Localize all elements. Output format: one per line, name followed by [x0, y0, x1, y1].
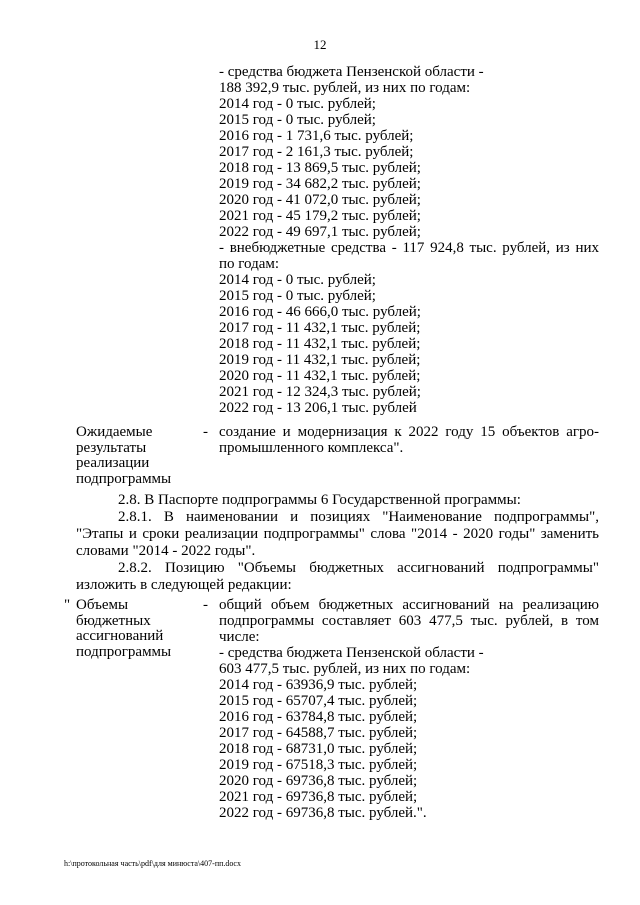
year-line: 2017 год - 2 161,3 тыс. рублей; — [219, 144, 414, 160]
regional-budget-intro: - средства бюджета Пензенской области - — [219, 64, 484, 80]
year-line: 2020 год - 69736,8 тыс. рублей; — [219, 773, 418, 789]
year-line: 2014 год - 0 тыс. рублей; — [219, 272, 376, 288]
paragraph-2-8-1-line1: 2.8.1. В наименовании и позициях "Наименование подпрограммы", — [118, 509, 599, 525]
paragraph-2-8-2-line1: 2.8.2. Позицию "Объемы бюджетных ассигнований подпрограммы" — [118, 560, 599, 576]
regional-budget-total: 188 392,9 тыс. рублей, из них по годам: — [219, 80, 471, 96]
year-line: 2021 год - 12 324,3 тыс. рублей; — [219, 384, 421, 400]
body-paragraphs — [76, 492, 599, 594]
file-path-footer: h:\протокольная часть\pdf\для минюста\407-пп.docx — [64, 859, 241, 868]
paragraph-2-8-1-line3: словами "2014 - 2022 годы". — [76, 543, 256, 559]
year-line: 2014 год - 63936,9 тыс. рублей; — [219, 677, 418, 693]
extra-budget-intro: - внебюджетные средства - 117 924,8 тыс. рублей, из них по годам: — [219, 240, 599, 272]
year-line: 2016 год - 63784,8 тыс. рублей; — [219, 709, 418, 725]
paragraph-2-8: 2.8. В Паспорте подпрограммы 6 Государственной программы: — [118, 492, 521, 508]
year-line: 2017 год - 11 432,1 тыс. рублей; — [219, 320, 421, 336]
year-line: 2020 год - 41 072,0 тыс. рублей; — [219, 192, 421, 208]
funding-by-year-block — [219, 64, 599, 416]
year-line: 2014 год - 0 тыс. рублей; — [219, 96, 376, 112]
year-line: 2021 год - 69736,8 тыс. рублей; — [219, 789, 418, 805]
year-line: 2018 год - 68731,0 тыс. рублей; — [219, 741, 418, 757]
year-line: 2021 год - 45 179,2 тыс. рублей; — [219, 208, 421, 224]
results-dash: - — [203, 424, 208, 440]
funding-volumes-label: Объемы бюджетных ассигнований подпрограммы — [76, 597, 172, 660]
year-line: 2017 год - 64588,7 тыс. рублей; — [219, 725, 418, 741]
year-line: 2019 год - 34 682,2 тыс. рублей; — [219, 176, 421, 192]
year-line: 2022 год - 49 697,1 тыс. рублей; — [219, 224, 421, 240]
year-line: 2022 год - 69736,8 тыс. рублей.". — [219, 805, 427, 821]
expected-results-label: Ожидаемые результаты реализации подпрограммы — [76, 424, 172, 487]
year-line: 2015 год - 0 тыс. рублей; — [219, 112, 376, 128]
year-line: 2015 год - 0 тыс. рублей; — [219, 288, 376, 304]
year-line: 2016 год - 1 731,6 тыс. рублей; — [219, 128, 414, 144]
paragraph-2-8-1-line2: "Этапы и сроки реализации подпрограммы" слова "2014 - 2020 годы" заменить — [76, 526, 599, 542]
funding-volumes-block — [219, 597, 599, 821]
year-line: 2019 год - 11 432,1 тыс. рублей; — [219, 352, 421, 368]
year-line: 2018 год - 11 432,1 тыс. рублей; — [219, 336, 421, 352]
year-line: 2019 год - 67518,3 тыс. рублей; — [219, 757, 418, 773]
regional-budget-intro: - средства бюджета Пензенской области - — [219, 645, 484, 661]
year-line: 2015 год - 65707,4 тыс. рублей; — [219, 693, 418, 709]
regional-budget-total: 603 477,5 тыс. рублей, из них по годам: — [219, 661, 471, 677]
opening-quote: " — [64, 597, 71, 613]
page-number: 12 — [313, 37, 327, 52]
funding-dash: - — [203, 597, 208, 613]
year-line: 2020 год - 11 432,1 тыс. рублей; — [219, 368, 421, 384]
year-line: 2018 год - 13 869,5 тыс. рублей; — [219, 160, 421, 176]
expected-results-text: создание и модернизация к 2022 году 15 объектов агро-промышленного комплекса". — [219, 424, 599, 456]
funding-total: общий объем бюджетных ассигнований на реализацию подпрограммы составляет 603 477,5 тыс. рублей, в том числе: — [219, 597, 599, 645]
year-line: 2022 год - 13 206,1 тыс. рублей — [219, 400, 417, 416]
paragraph-2-8-2-line2: изложить в следующей редакции: — [76, 577, 292, 593]
year-line: 2016 год - 46 666,0 тыс. рублей; — [219, 304, 421, 320]
